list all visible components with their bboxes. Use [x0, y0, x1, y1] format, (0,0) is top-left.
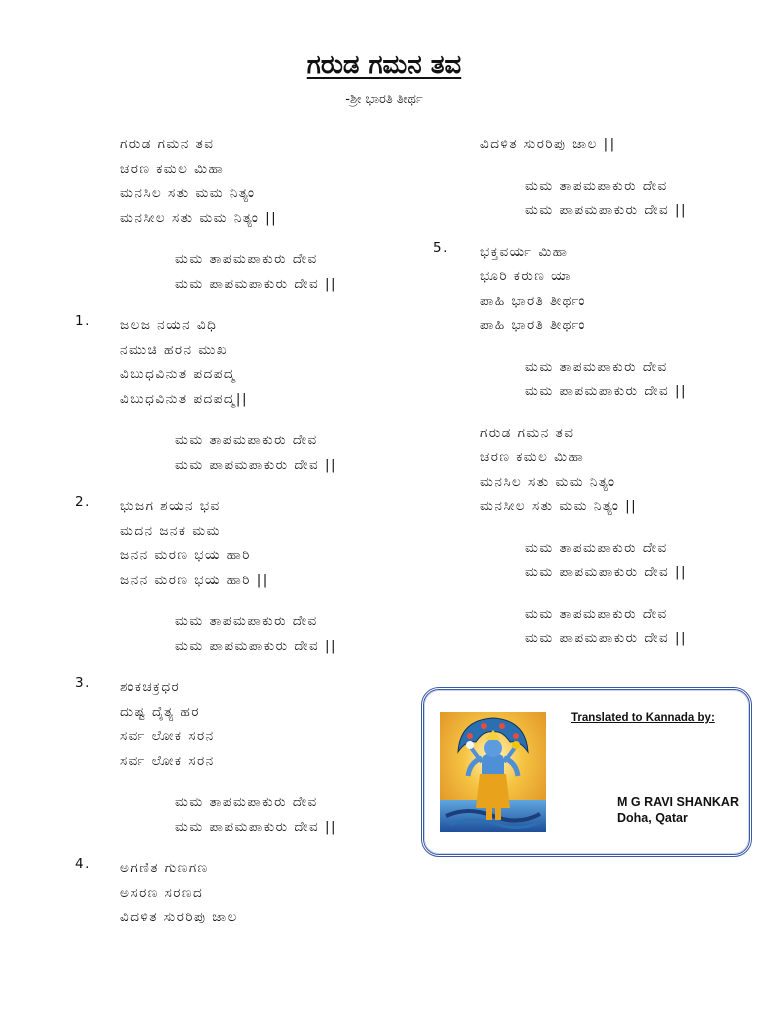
verse-number: 1. [75, 313, 91, 329]
right-column [433, 132, 688, 651]
verse-number: 2. [75, 494, 91, 510]
verse-line: ಸರ್ವ ಲೋಕ ಸರನ [120, 728, 215, 744]
translator-name: M G RAVI SHANKAR [617, 795, 739, 809]
refrain [120, 609, 337, 658]
verse-line: ಮನಸೀಲ ಸತು ಮಮ ನಿತ್ಯಂ || [120, 209, 278, 226]
verse-line: ವಿದಳಿತ ಸುರರಿಪು ಜಾಲ [120, 909, 238, 925]
verse-line: ಭೂರಿ ಕರುಣ ಯಾ [480, 268, 572, 284]
verse-number: 3. [75, 675, 91, 691]
refrain-line: ಮಮ ತಾಪಮಪಾಕುರು ದೇವ [175, 432, 318, 448]
verse-line: ನಮುಚಿ ಹರನ ಮುಖ [120, 341, 229, 358]
verse-2 [75, 494, 337, 592]
verse-line: ವಿಬುಧವಿನುತ ಪದಪದ್ಮ|| [120, 390, 248, 407]
verse-line: ಜನನ ಮರಣ ಭಯ ಹಾರಿ || [120, 571, 269, 588]
refrain-line: ಮಮ ತಾಪಮಪಾಕುರು ದೇವ [525, 605, 668, 622]
closing-stanza [480, 421, 687, 519]
translator-info [617, 794, 739, 826]
page-title: ಗರುಡ ಗಮನ ತವ [306, 50, 462, 80]
refrain-line: ಮಮ ಪಾಪಮಪಾಕುರು ದೇವ || [525, 383, 688, 399]
verse-line: ಅಸರಣ ಸರಣದ [120, 884, 204, 901]
refrain-line: ಮಮ ಪಾಪಮಪಾಕುರು ದೇವ || [175, 275, 338, 292]
verse-line: ಭುಜಗ ಶಯನ ಭವ [120, 498, 221, 514]
verse-line: ಶಂಕಚಕ್ರಧರ [120, 679, 181, 695]
translator-place: Doha, Qatar [617, 811, 688, 825]
left-column [75, 132, 338, 930]
refrain-line: ಮಮ ತಾಪಮಪಾಕುರು ದೇವ [525, 177, 668, 194]
refrain [480, 536, 687, 585]
verse-line: ಮನಸೀಲ ಸತು ಮಮ ನಿತ್ಯಂ || [480, 498, 638, 514]
verse-line: ವಿದಳಿತ ಸುರರಿಪು ಜಾಲ || [480, 136, 616, 152]
verse-line: ಪಾಹಿ ಭಾರತಿ ತೀರ್ಥಂ [480, 317, 586, 333]
refrain-line: ಮಮ ಪಾಪಮಪಾಕುರು ದೇವ || [175, 456, 338, 473]
verse-line: ಚರಣ ಕಮಲ ಮಿಹಾ [480, 449, 585, 465]
refrain-line: ಮಮ ತಾಪಮಪಾಕುರು ದೇವ [525, 358, 668, 375]
verse-line: ಅಗಣಿತ ಗುಣಗಣ [120, 860, 209, 876]
verse-4 [75, 856, 337, 930]
verse-number: 5. [433, 239, 449, 256]
verse-line: ಮದನ ಜನಕ ಮಮ [120, 522, 221, 539]
refrain [480, 602, 687, 651]
refrain-line: ಮಮ ಪಾಪಮಪಾಕುರು ದೇವ || [525, 202, 688, 218]
refrain [120, 428, 337, 477]
verse-number: 4. [75, 856, 91, 872]
credit-box [421, 687, 752, 857]
verse-line: ಮನಸಿಲ ಸತು ಮಮ ನಿತ್ಯಂ [480, 473, 616, 490]
refrain-line: ಮಮ ಪಾಪಮಪಾಕುರು ದೇವ || [175, 818, 338, 835]
page-subtitle: -ಶ್ರೀ ಭಾರತಿ ತೀರ್ಥ [345, 92, 423, 107]
opening-stanza [120, 132, 337, 230]
refrain-line: ಮಮ ತಾಪಮಪಾಕುರು ದೇವ [525, 539, 668, 556]
verse-line: ಭಕ್ತವರ್ಯ ಮಿಹಾ [480, 243, 569, 260]
verse-line: ಸರ್ವ ಲೋಕ ಸರನ [120, 752, 215, 769]
vishnu-deity-image [440, 712, 546, 832]
refrain-line: ಮಮ ಪಾಪಮಪಾಕುರು ದೇವ || [175, 637, 338, 654]
verse-3 [75, 675, 337, 773]
translator-label: Translated to Kannada by: [571, 712, 715, 724]
refrain-line: ಮಮ ತಾಪಮಪಾಕುರು ದೇವ [175, 794, 318, 810]
verse-line: ವಿಬುಧವಿನುತ ಪದಪದ್ಮ [120, 366, 236, 382]
verse-line: ಚರಣ ಕಮಲ ಮಿಹಾ [120, 160, 225, 177]
refrain-line: ಮಮ ತಾಪಮಪಾಕುರು ದೇವ [175, 251, 318, 267]
verse-line: ಗರುಡ ಗಮನ ತವ [480, 424, 575, 441]
refrain-line: ಮಮ ಪಾಪಮಪಾಕುರು ದೇವ || [525, 630, 688, 646]
verse-line: ಜಲಜ ನಯನ ವಿಧಿ [120, 317, 218, 333]
refrain [120, 790, 337, 839]
refrain [480, 355, 687, 404]
refrain [480, 174, 687, 223]
refrain-line: ಮಮ ಪಾಪಮಪಾಕುರು ದೇವ || [525, 564, 688, 580]
refrain-line: ಮಮ ತಾಪಮಪಾಕುರು ದೇವ [175, 613, 318, 629]
verse-1 [75, 313, 337, 411]
verse-line: ದುಷ್ಟ ದೈತ್ಯ ಹರ [120, 703, 200, 720]
verse-line: ಮನಸಿಲ ಸತು ಮಮ ನಿತ್ಯಂ [120, 185, 256, 201]
verse-5 [433, 239, 687, 338]
refrain [120, 247, 337, 296]
verse-line: ಗರುಡ ಗಮನ ತವ [120, 136, 215, 152]
verse-line: ಜನನ ಮರಣ ಭಯ ಹಾರಿ [120, 547, 251, 563]
verse-line: ಪಾಹಿ ಭಾರತಿ ತೀರ್ಥಂ [480, 292, 586, 309]
